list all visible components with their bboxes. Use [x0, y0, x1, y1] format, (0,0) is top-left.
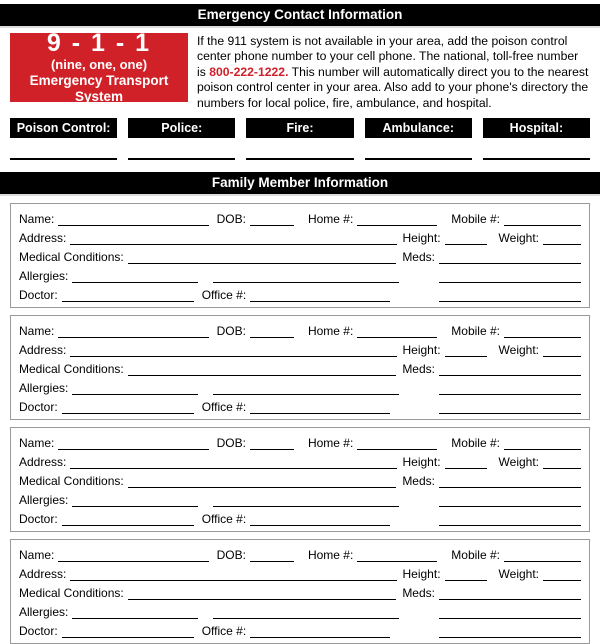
family-section-title: Family Member Information [211, 175, 389, 191]
meds-blank-line-3[interactable] [439, 413, 581, 414]
medical-conditions-label: Medical Conditions: [19, 250, 124, 265]
height-label: Height: [402, 567, 441, 582]
allergies-label: Allergies: [19, 493, 69, 508]
allergies-blank-line[interactable] [72, 394, 198, 395]
height-blank-line[interactable] [445, 356, 487, 357]
911-caption: Emergency Transport System [29, 73, 169, 104]
doctor-label: Doctor: [19, 400, 58, 415]
dob-blank-line[interactable] [250, 561, 294, 562]
dob-blank-line[interactable] [250, 449, 294, 450]
medical-conditions-blank-line[interactable] [128, 599, 397, 600]
police-blank-line[interactable] [128, 138, 235, 160]
member-row-address [19, 452, 581, 471]
medical-conditions-blank-line[interactable] [128, 263, 397, 264]
height-blank-line[interactable] [445, 244, 487, 245]
height-label: Height: [402, 455, 441, 470]
address-label: Address: [19, 455, 67, 470]
name-label: Name: [19, 436, 55, 451]
doctor-label: Doctor: [19, 512, 58, 527]
doctor-blank-line[interactable] [62, 525, 194, 526]
office-number-blank-line[interactable] [250, 525, 390, 526]
mobile-number-label: Mobile #: [451, 548, 500, 563]
emergency-section-title: Emergency Contact Information [197, 7, 403, 22]
home-number-blank-line[interactable] [357, 337, 437, 338]
contact-label-police: Police: [128, 118, 235, 138]
mobile-number-blank-line[interactable] [504, 337, 581, 338]
meds-label: Meds: [402, 250, 435, 265]
dob-label: DOB: [216, 324, 246, 339]
contact-label-hospital: Hospital: [483, 118, 590, 138]
address-blank-line[interactable] [70, 580, 396, 581]
member-row-allergies [19, 490, 581, 509]
doctor-label: Doctor: [19, 624, 58, 639]
allergies-blank-line-2[interactable] [213, 618, 399, 619]
member-row-medical [19, 471, 581, 490]
member-row-doctor [19, 397, 581, 416]
office-number-blank-line[interactable] [250, 413, 390, 414]
weight-label: Weight: [498, 455, 539, 470]
home-number-blank-line[interactable] [357, 561, 437, 562]
weight-blank-line[interactable] [543, 580, 581, 581]
name-blank-line[interactable] [58, 225, 208, 226]
member-row-address [19, 340, 581, 359]
height-blank-line[interactable] [445, 468, 487, 469]
contact-blank-lines-row [10, 138, 590, 160]
hospital-blank-line[interactable] [483, 138, 590, 160]
member-row-name [19, 545, 581, 564]
contact-label-poison-control: Poison Control: [10, 118, 117, 138]
meds-blank-line-3[interactable] [439, 525, 581, 526]
member-row-name [19, 433, 581, 452]
name-blank-line[interactable] [58, 337, 208, 338]
name-label: Name: [19, 548, 55, 563]
member-row-doctor [19, 285, 581, 304]
emergency-section-header [0, 4, 600, 28]
medical-conditions-label: Medical Conditions: [19, 586, 124, 601]
medical-conditions-label: Medical Conditions: [19, 362, 124, 377]
address-blank-line[interactable] [70, 468, 396, 469]
allergies-blank-line[interactable] [72, 618, 198, 619]
family-section-header [0, 172, 600, 196]
meds-blank-line-2[interactable] [439, 394, 581, 395]
family-member-block [10, 203, 590, 308]
family-member-block [10, 427, 590, 532]
dob-label: DOB: [216, 548, 246, 563]
office-number-label: Office #: [201, 512, 247, 527]
name-label: Name: [19, 324, 55, 339]
allergies-blank-line-2[interactable] [213, 394, 399, 395]
weight-label: Weight: [498, 231, 539, 246]
member-row-address [19, 228, 581, 247]
family-member-block [10, 539, 590, 644]
address-label: Address: [19, 567, 67, 582]
medical-conditions-blank-line[interactable] [128, 487, 397, 488]
height-label: Height: [402, 343, 441, 358]
doctor-blank-line[interactable] [62, 301, 194, 302]
poison-control-blank-line[interactable] [10, 138, 117, 160]
name-label: Name: [19, 212, 55, 227]
contact-labels-row [10, 118, 590, 138]
top-section [10, 29, 590, 111]
height-blank-line[interactable] [445, 580, 487, 581]
home-number-label: Home #: [307, 324, 354, 339]
address-blank-line[interactable] [70, 356, 396, 357]
allergies-label: Allergies: [19, 269, 69, 284]
911-banner [10, 29, 188, 104]
mobile-number-label: Mobile #: [451, 212, 500, 227]
weight-blank-line[interactable] [543, 244, 581, 245]
address-label: Address: [19, 343, 67, 358]
911-number: 9 - 1 - 1 [46, 29, 152, 57]
member-row-medical [19, 583, 581, 602]
weight-blank-line[interactable] [543, 468, 581, 469]
home-number-label: Home #: [307, 212, 354, 227]
member-row-allergies [19, 378, 581, 397]
member-row-allergies [19, 602, 581, 621]
office-number-label: Office #: [201, 288, 247, 303]
allergies-label: Allergies: [19, 605, 69, 620]
mobile-number-label: Mobile #: [451, 436, 500, 451]
meds-blank-line-2[interactable] [439, 282, 581, 283]
meds-blank-line-2[interactable] [439, 506, 581, 507]
fire-blank-line[interactable] [246, 138, 353, 160]
member-row-medical [19, 247, 581, 266]
911-words: (nine, one, one) [50, 57, 148, 72]
contact-label-fire: Fire: [246, 118, 353, 138]
meds-blank-line-2[interactable] [439, 618, 581, 619]
family-member-blocks [0, 203, 600, 644]
home-number-label: Home #: [307, 548, 354, 563]
office-number-blank-line[interactable] [250, 637, 390, 638]
home-number-blank-line[interactable] [357, 225, 437, 226]
dob-label: DOB: [216, 212, 246, 227]
weight-label: Weight: [498, 343, 539, 358]
meds-label: Meds: [402, 586, 435, 601]
height-label: Height: [402, 231, 441, 246]
weight-label: Weight: [498, 567, 539, 582]
name-blank-line[interactable] [58, 561, 208, 562]
office-number-blank-line[interactable] [250, 301, 390, 302]
dob-label: DOB: [216, 436, 246, 451]
address-label: Address: [19, 231, 67, 246]
doctor-blank-line[interactable] [62, 637, 194, 638]
home-number-blank-line[interactable] [357, 449, 437, 450]
allergies-blank-line-2[interactable] [213, 282, 399, 283]
ambulance-blank-line[interactable] [365, 138, 472, 160]
dob-blank-line[interactable] [250, 337, 294, 338]
member-row-doctor [19, 621, 581, 640]
intro-paragraph [197, 33, 590, 111]
member-row-name [19, 321, 581, 340]
intro-text-after: This number will automatically direct you to the nearest poison control center in your area. Also add to your phone's directory the numbers for local police, fire, ambulance, and hospital. [197, 64, 589, 110]
doctor-blank-line[interactable] [62, 413, 194, 414]
mobile-number-blank-line[interactable] [504, 561, 581, 562]
member-row-address [19, 564, 581, 583]
meds-blank-line-3[interactable] [439, 301, 581, 302]
family-member-block [10, 315, 590, 420]
allergies-blank-line[interactable] [72, 282, 198, 283]
contact-label-ambulance: Ambulance: [365, 118, 472, 138]
meds-blank-line-3[interactable] [439, 637, 581, 638]
member-row-allergies [19, 266, 581, 285]
allergies-blank-line-2[interactable] [213, 506, 399, 507]
office-number-label: Office #: [201, 624, 247, 639]
name-blank-line[interactable] [58, 449, 208, 450]
medical-conditions-label: Medical Conditions: [19, 474, 124, 489]
meds-blank-line[interactable] [439, 487, 581, 488]
weight-blank-line[interactable] [543, 356, 581, 357]
address-blank-line[interactable] [70, 244, 396, 245]
dob-blank-line[interactable] [250, 225, 294, 226]
mobile-number-label: Mobile #: [451, 324, 500, 339]
member-row-medical [19, 359, 581, 378]
meds-blank-line[interactable] [439, 599, 581, 600]
meds-blank-line[interactable] [439, 375, 581, 376]
office-number-label: Office #: [201, 400, 247, 415]
allergies-blank-line[interactable] [72, 506, 198, 507]
medical-conditions-blank-line[interactable] [128, 375, 397, 376]
doctor-label: Doctor: [19, 288, 58, 303]
meds-blank-line[interactable] [439, 263, 581, 264]
home-number-label: Home #: [307, 436, 354, 451]
member-row-doctor [19, 509, 581, 528]
meds-label: Meds: [402, 474, 435, 489]
member-row-name [19, 209, 581, 228]
meds-label: Meds: [402, 362, 435, 377]
allergies-label: Allergies: [19, 381, 69, 396]
intro-text-before: If the 911 system is not available in your area, add the poison control center phone number to your cell phone. The national, toll-free number is [197, 34, 579, 79]
poison-control-phone-number: 800-222-1222. [209, 64, 289, 79]
mobile-number-blank-line[interactable] [504, 225, 581, 226]
mobile-number-blank-line[interactable] [504, 449, 581, 450]
